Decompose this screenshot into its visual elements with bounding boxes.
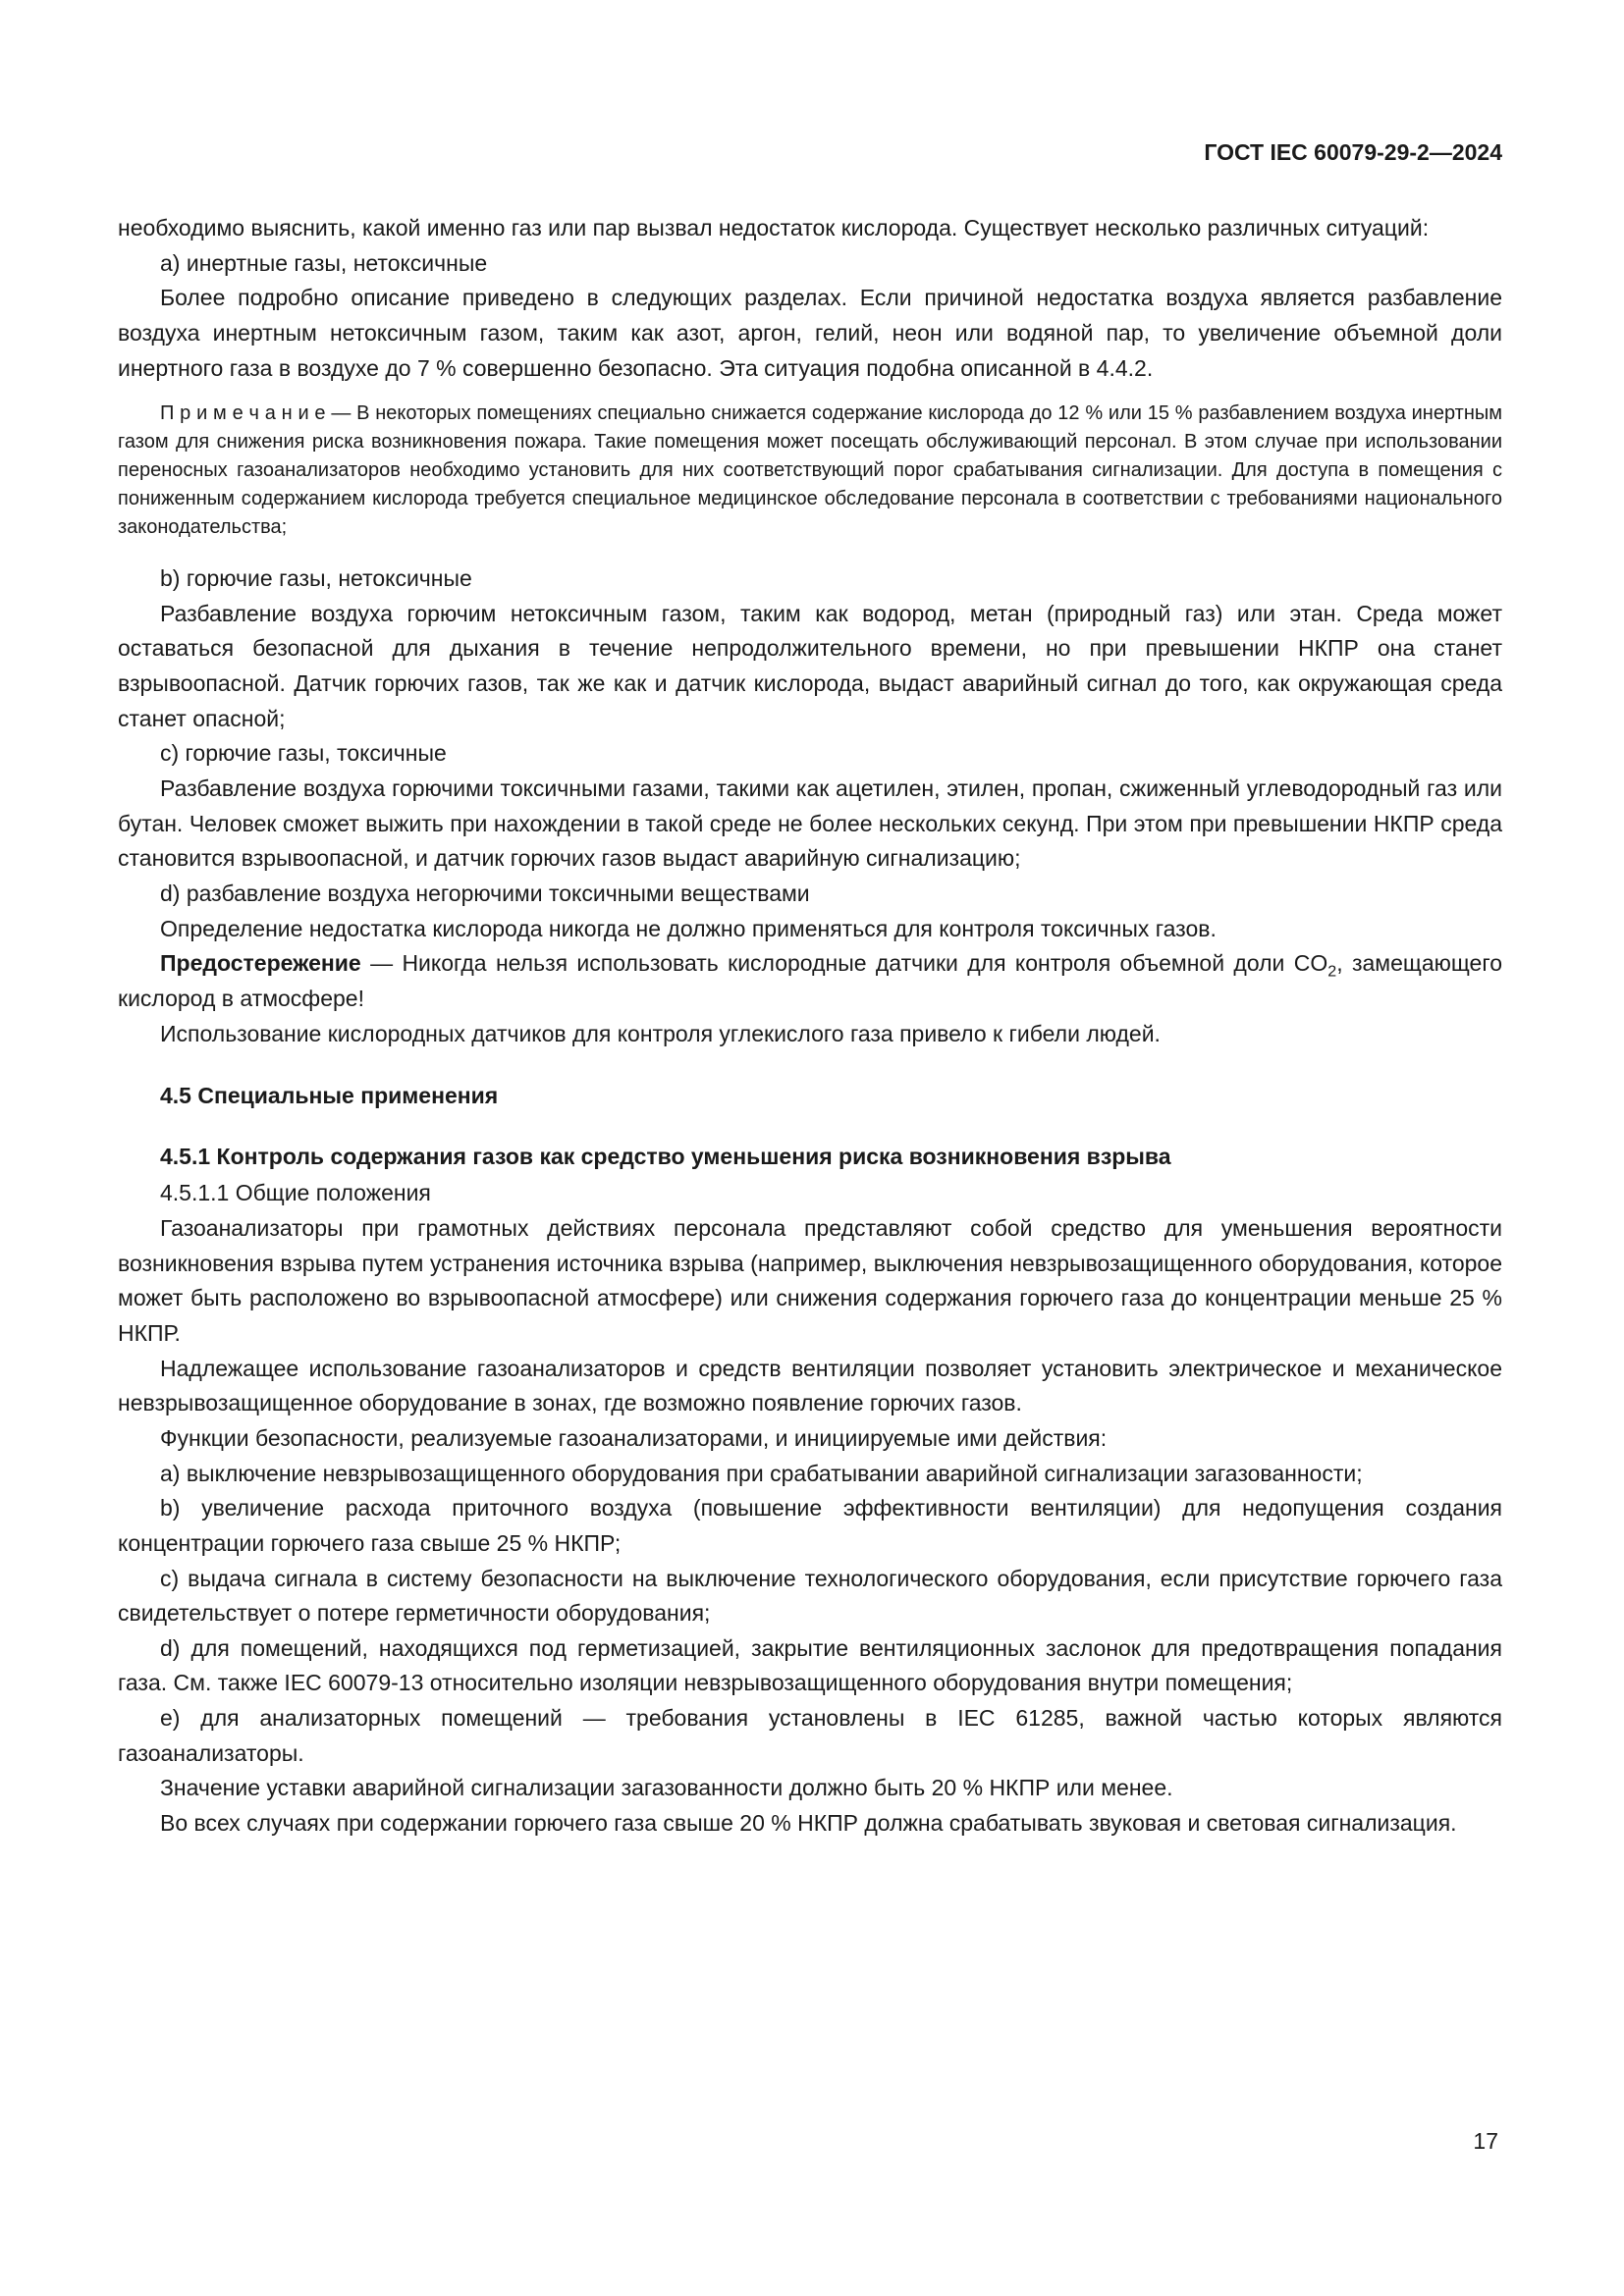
note-paragraph: П р и м е ч а н и е — В некоторых помещениях специально снижается содержание кислорода до 12 % или 15 % разбавлением воздуха инертным газом для снижения риска возникновения пожара. Такие помещения может посещать обслуживающий персонал. В этом случае при использовании переносных газоанализаторов необходимо установить для них соответствующий порог срабатывания сигнализации. Для доступа в помещения с пониженным содержанием кислорода требуется специальное медицинское обследование персонала в соответствии с требованиями национального законодательства; — [118, 402, 1502, 539]
function-item-c: с) выдача сигнала в систему безопасности на выключение технологического оборудования, если присутствие горючего газа свидетельствует о потере герметичности оборудования; — [118, 1565, 1502, 1627]
paragraph-final: Во всех случаях при содержании горючего газа свыше 20 % НКПР должна срабатывать звуковая и световая сигнализация. — [160, 1809, 1457, 1836]
function-item-b: b) увеличение расхода приточного воздуха (повышение эффективности вентиляции) для недопущения создания концентрации горючего газа свыше 25 % НКПР; — [118, 1495, 1502, 1556]
warning-text-before-sub: — Никогда нельзя использовать кислородные датчики для контроля объемной доли CO — [360, 950, 1328, 977]
function-item-d: d) для помещений, находящихся под герметизацией, закрытие вентиляционных заслонок для предотвращения попадания газа. См. также IEC 60079-13 относительно изоляции невзрывозащищенного оборудования внутри помещения; — [118, 1634, 1502, 1696]
page-number: 17 — [1473, 2128, 1498, 2154]
section-heading-4-5-1-1: 4.5.1.1 Общие положения — [160, 1180, 431, 1206]
warning-paragraph — [118, 946, 1502, 1016]
paragraph-general-2: Надлежащее использование газоанализаторов и средств вентиляции позволяет установить электрическое и механическое невзрывозащищенное оборудование в зонах, где возможно появление горючих газов. — [118, 1355, 1502, 1416]
section-heading-4-5-1: 4.5.1 Контроль содержания газов как средство уменьшения риска возникновения взрыва — [160, 1143, 1171, 1169]
function-item-a: а) выключение невзрывозащищенного оборудования при срабатывании аварийной сигнализации загазованности; — [160, 1460, 1363, 1486]
warning-text-after-sub: , замещающего кислород в атмосфере! — [118, 950, 1502, 1011]
paragraph-intro: необходимо выяснить, какой именно газ или пар вызвал недостаток кислорода. Существует несколько различных ситуаций: — [118, 215, 1430, 240]
paragraph-inert-gases: Более подробно описание приведено в следующих разделах. Если причиной недостатка воздуха является разбавление воздуха инертным нетоксичным газом, таким как азот, аргон, гелий, неон или водяной пар, то увеличение объемной доли инертного газа в воздухе до 7 % совершенно безопасно. Эта ситуация подобна описанной в 4.4.2. — [118, 285, 1502, 381]
list-item-a: а) инертные газы, нетоксичные — [160, 249, 488, 276]
function-item-e: е) для анализаторных помещений — требования установлены в IEC 61285, важной частью которых являются газоанализаторы. — [118, 1705, 1502, 1766]
paragraph-general-1: Газоанализаторы при грамотных действиях персонала представляют собой средство для уменьшения вероятности возникновения взрыва путем устранения источника взрыва (например, выключения невзрывозащищенного оборудования, которое может быть расположено во взрывоопасной атмосфере) или снижения содержания горючего газа до концентрации меньше 25 % НКПР. — [118, 1215, 1502, 1347]
section-heading-4-5: 4.5 Специальные применения — [160, 1083, 499, 1109]
paragraph-setpoint: Значение уставки аварийной сигнализации загазованности должно быть 20 % НКПР или менее. — [160, 1775, 1173, 1801]
warning-label: Предостережение — [160, 950, 361, 977]
list-item-d: d) разбавление воздуха негорючими токсичными веществами — [160, 880, 810, 906]
co2-subscript: 2 — [1327, 962, 1337, 981]
doc-number-header: ГОСТ IEC 60079-29-2—2024 — [1204, 139, 1502, 165]
paragraph-flammable-toxic: Разбавление воздуха горючими токсичными газами, такими как ацетилен, этилен, пропан, сжиженный углеводородный газ или бутан. Человек сможет выжить при нахождении в такой среде не более нескольких секунд. При этом при превышении НКПР среда становится взрывоопасной, и датчик горючих газов выдаст аварийную сигнализацию; — [118, 775, 1502, 872]
paragraph-deaths: Использование кислородных датчиков для контроля углекислого газа привело к гибели людей. — [160, 1020, 1161, 1046]
paragraph-flammable-nontoxic: Разбавление воздуха горючим нетоксичным газом, таким как водород, метан (природный газ) или этан. Среда может оставаться безопасной для дыхания в течение непродолжительного времени, но при превышении НКПР она станет взрывоопасной. Датчик горючих газов, так же как и датчик кислорода, выдаст аварийный сигнал до того, как окружающая среда станет опасной; — [118, 600, 1502, 731]
paragraph-safety-functions: Функции безопасности, реализуемые газоанализаторами, и инициируемые ими действия: — [160, 1424, 1108, 1451]
list-item-b: b) горючие газы, нетоксичные — [160, 565, 472, 592]
list-item-c: с) горючие газы, токсичные — [160, 740, 447, 767]
paragraph-oxygen-deficiency: Определение недостатка кислорода никогда не должно применяться для контроля токсичных газов. — [160, 915, 1217, 941]
